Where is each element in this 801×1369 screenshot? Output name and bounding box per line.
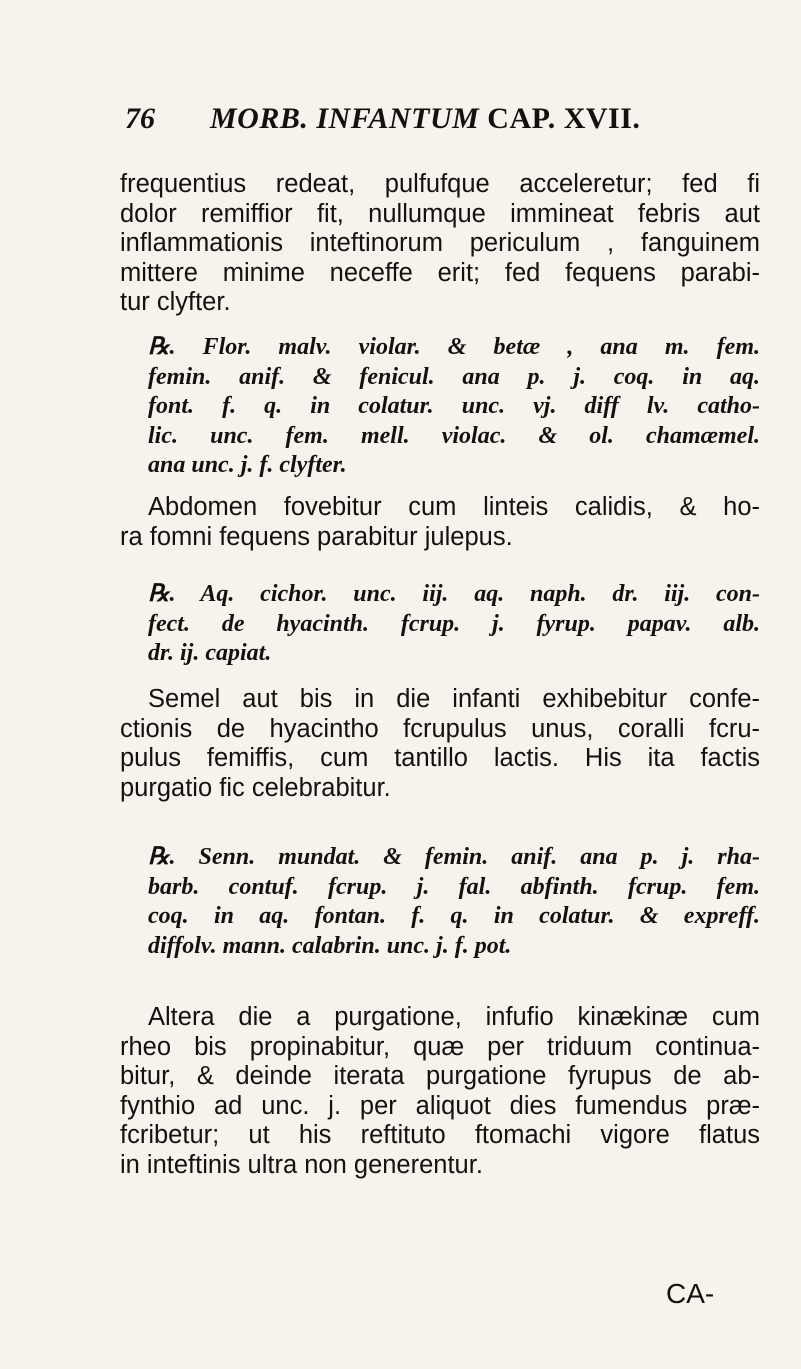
text-line: Abdomen fovebitur cum linteis calidis, & ho- <box>148 493 760 521</box>
text-line: ra fomni fequens parabitur julepus. <box>120 522 513 551</box>
text-line: dolor remiffior fit, nullumque immineat febris aut <box>120 199 760 228</box>
text-line: fynthio ad unc. j. per aliquot dies fumendus præ- <box>120 1091 760 1120</box>
running-header <box>125 102 725 144</box>
text-line: mittere minime neceffe erit; fed fequens parabi- <box>120 258 760 287</box>
recipe-line: barb. contuf. fcrup. j. fal. abfinth. fcrup. fem. <box>148 873 760 900</box>
paragraph-2 <box>120 493 760 552</box>
text-line: bitur, & deinde iterata purgatione fyrupus de ab- <box>120 1062 760 1091</box>
running-title-italic: MORB. INFANTUM <box>210 102 480 135</box>
paragraph-4 <box>120 1003 760 1181</box>
paragraph-3 <box>120 685 760 803</box>
recipe-line: dr. ij. capiat. <box>148 640 272 667</box>
recipe-line: ana unc. j. f. clyfter. <box>148 452 347 479</box>
recipe-line: ℞. Aq. cichor. unc. iij. aq. naph. dr. iij. con- <box>148 581 760 607</box>
page-number: 76 <box>125 102 155 135</box>
catchword: CA- <box>666 1278 715 1309</box>
recipe-1 <box>120 333 760 481</box>
recipe-3 <box>120 843 760 961</box>
text-line: ctionis de hyacintho fcrupulus unus, coralli fcru- <box>120 714 760 743</box>
running-title-chapter: CAP. XVII. <box>487 102 641 135</box>
paragraph-1 <box>120 170 760 318</box>
recipe-line: ℞. Flor. malv. violar. & betæ , ana m. fem. <box>148 334 760 360</box>
recipe-line: fect. de hyacinth. fcrup. j. fyrup. papav. alb. <box>148 610 760 637</box>
recipe-line: ℞. Senn. mundat. & femin. anif. ana p. j. rha- <box>148 844 760 870</box>
recipe-line: coq. in aq. fontan. f. q. in colatur. & expreff. <box>148 903 760 930</box>
text-line: Altera die a purgatione, infufio kinækinæ cum <box>148 1003 760 1031</box>
recipe-line: femin. anif. & fenicul. ana p. j. coq. in aq. <box>148 363 760 390</box>
text-line: in inteftinis ultra non generentur. <box>120 1150 483 1179</box>
text-line: rheo bis propinabitur, quæ per triduum continua- <box>120 1032 760 1061</box>
text-line: tur clyfter. <box>120 288 231 317</box>
recipe-2 <box>120 580 760 669</box>
recipe-line: font. f. q. in colatur. unc. vj. diff lv. catho- <box>148 393 760 420</box>
text-line: pulus femiffis, cum tantillo lactis. His ita factis <box>120 744 760 773</box>
text-line: purgatio fic celebrabitur. <box>120 773 391 802</box>
recipe-line: diffolv. mann. calabrin. unc. j. f. pot. <box>148 932 512 959</box>
text-line: Semel aut bis in die infanti exhibebitur confe- <box>148 685 760 713</box>
text-line: frequentius redeat, pulfufque acceleretur; fed fi <box>120 170 760 198</box>
text-line: inflammationis inteftinorum periculum , fanguinem <box>120 229 760 258</box>
running-title <box>210 102 640 136</box>
text-line: fcribetur; ut his reftituto ftomachi vigore flatus <box>120 1121 760 1150</box>
recipe-line: lic. unc. fem. mell. violac. & ol. chamæmel. <box>148 422 760 449</box>
